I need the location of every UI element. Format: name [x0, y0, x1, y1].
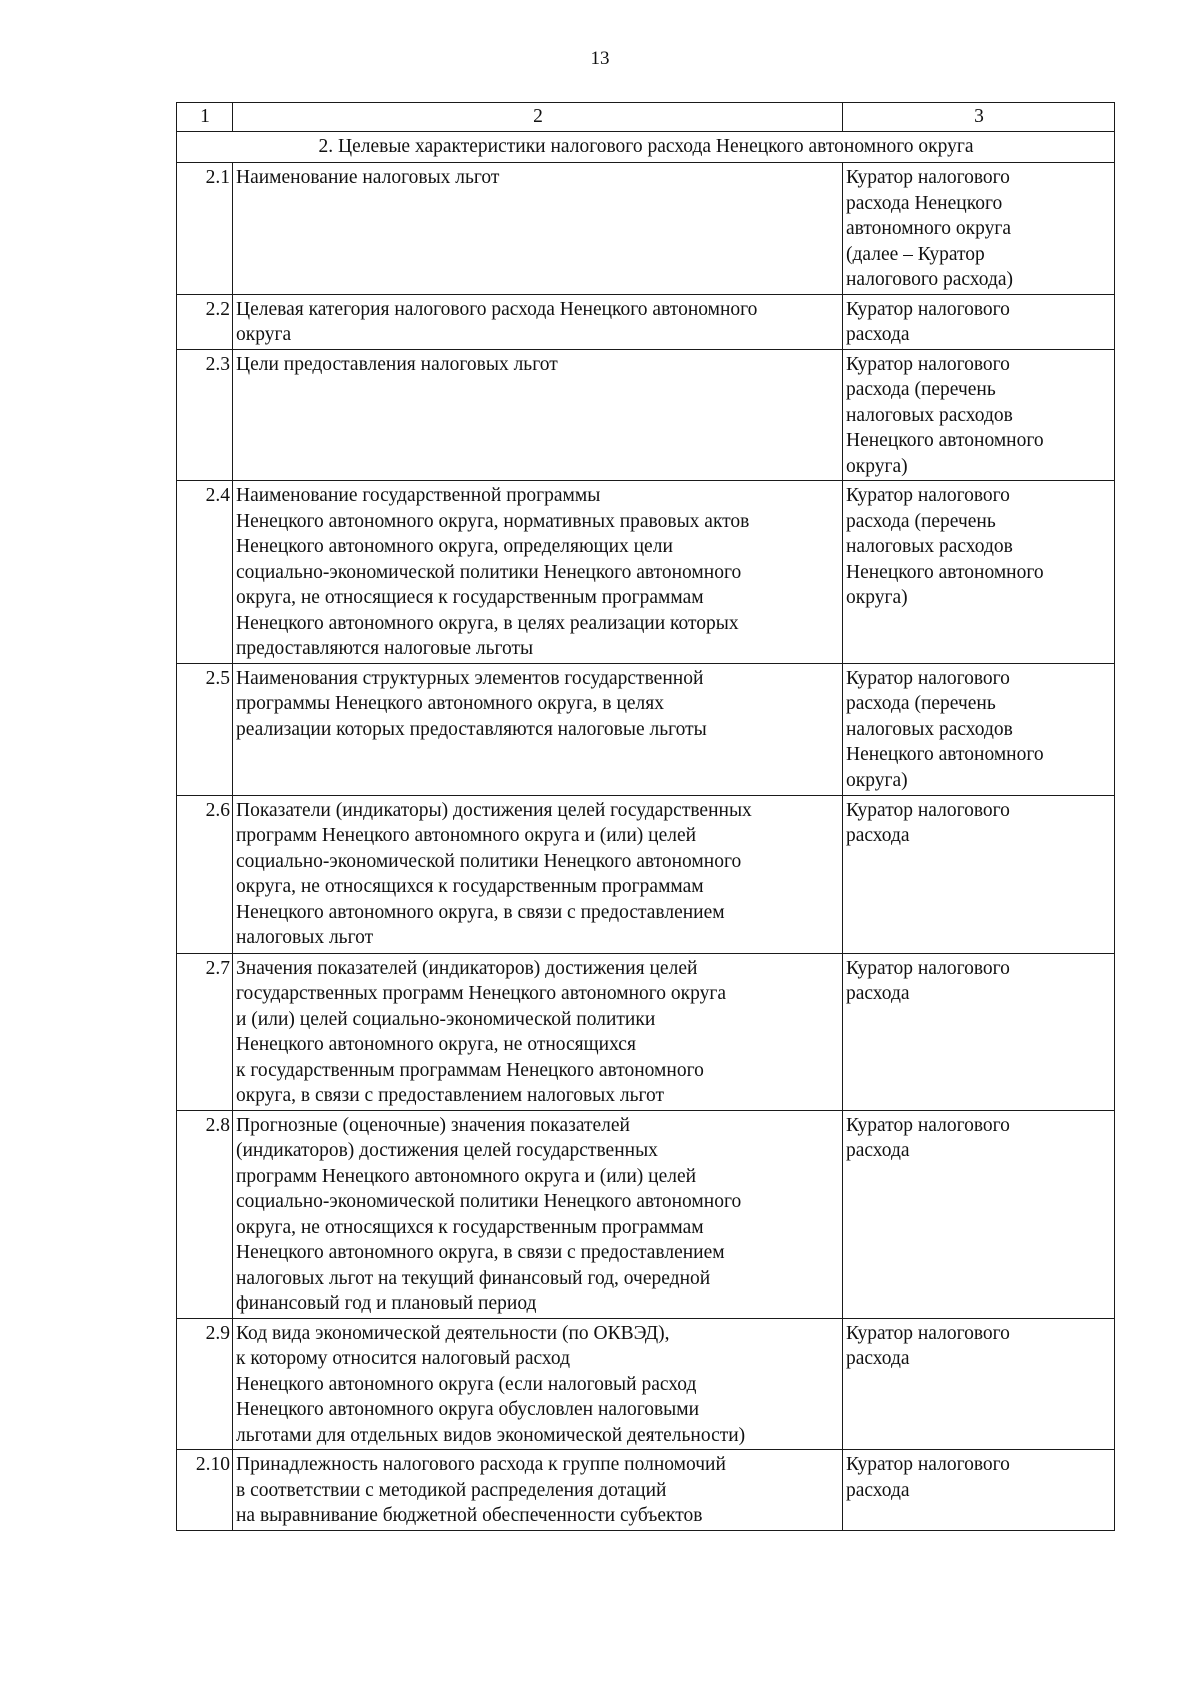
tax-expense-characteristics-table [176, 102, 1115, 1531]
row-number: 2.8 [177, 1110, 233, 1318]
row-source: Куратор налогового расхода [843, 795, 1115, 953]
row-name: Наименования структурных элементов государственной программы Ненецкого автономного округа, в целях реализации которых предоставляются налоговые льготы [233, 663, 843, 795]
row-name: Наименование государственной программы Ненецкого автономного округа, нормативных правовых актов Ненецкого автономного округа, определяющих цели социально-экономической политики Ненецкого автономного округа, не относящиеся к государственным программам Ненецкого автономного округа, в целях реализации которых предоставляются налоговые льготы [233, 481, 843, 664]
row-source: Куратор налогового расхода (перечень налоговых расходов Ненецкого автономного округа) [843, 349, 1115, 481]
row-name: Значения показателей (индикаторов) достижения целей государственных программ Ненецкого автономного округа и (или) целей социально-экономической политики Ненецкого автономного округа, не относящихся к государственным программам Ненецкого автономного округа, в связи с предоставлением налоговых льгот [233, 953, 843, 1110]
row-name: Код вида экономической деятельности (по ОКВЭД), к которому относится налоговый расход Ненецкого автономного округа (если налоговый расход Ненецкого автономного округа обусловлен налоговыми льготами для отдельных видов экономической деятельности) [233, 1318, 843, 1450]
table-row [177, 481, 1115, 664]
table-row [177, 953, 1115, 1110]
row-number: 2.10 [177, 1450, 233, 1531]
table-row [177, 663, 1115, 795]
row-source: Куратор налогового расхода [843, 294, 1115, 349]
column-header-2: 2 [233, 103, 843, 132]
row-name: Принадлежность налогового расхода к группе полномочий в соответствии с методикой распределения дотаций на выравнивание бюджетной обеспеченности субъектов [233, 1450, 843, 1531]
table-row [177, 349, 1115, 481]
row-number: 2.5 [177, 663, 233, 795]
column-header-1: 1 [177, 103, 233, 132]
table-row [177, 294, 1115, 349]
row-source: Куратор налогового расхода (перечень налоговых расходов Ненецкого автономного округа) [843, 663, 1115, 795]
row-source: Куратор налогового расхода [843, 1318, 1115, 1450]
table-row [177, 795, 1115, 953]
row-source: Куратор налогового расхода [843, 1110, 1115, 1318]
row-source: Куратор налогового расхода (перечень налоговых расходов Ненецкого автономного округа) [843, 481, 1115, 664]
page-number: 13 [590, 48, 610, 69]
row-number: 2.4 [177, 481, 233, 664]
row-number: 2.9 [177, 1318, 233, 1450]
row-name: Целевая категория налогового расхода Ненецкого автономного округа [233, 294, 843, 349]
column-header-3: 3 [843, 103, 1115, 132]
table-row [177, 1110, 1115, 1318]
table-row [177, 1318, 1115, 1450]
row-number: 2.3 [177, 349, 233, 481]
row-name: Прогнозные (оценочные) значения показателей (индикаторов) достижения целей государственных программ Ненецкого автономного округа и (или) целей социально-экономической политики Ненецкого автономного округа, не относящихся к государственным программам Ненецкого автономного округа, в связи с предоставлением налоговых льгот на текущий финансовый год, очередной финансовый год и плановый период [233, 1110, 843, 1318]
row-name: Цели предоставления налоговых льгот [233, 349, 843, 481]
table-header-row [177, 103, 1115, 132]
row-number: 2.7 [177, 953, 233, 1110]
row-number: 2.6 [177, 795, 233, 953]
table-row [177, 163, 1115, 295]
row-source: Куратор налогового расхода [843, 953, 1115, 1110]
row-number: 2.1 [177, 163, 233, 295]
row-number: 2.2 [177, 294, 233, 349]
row-name: Наименование налоговых льгот [233, 163, 843, 295]
row-name: Показатели (индикаторы) достижения целей государственных программ Ненецкого автономного округа и (или) целей социально-экономической политики Ненецкого автономного округа, не относящихся к государственным программам Ненецкого автономного округа, в связи с предоставлением налоговых льгот [233, 795, 843, 953]
row-source: Куратор налогового расхода [843, 1450, 1115, 1531]
section-title: 2. Целевые характеристики налогового расхода Ненецкого автономного округа [177, 132, 1115, 163]
table-row [177, 1450, 1115, 1531]
row-source: Куратор налогового расхода Ненецкого автономного округа (далее – Куратор налогового расхода) [843, 163, 1115, 295]
section-title-row [177, 132, 1115, 163]
